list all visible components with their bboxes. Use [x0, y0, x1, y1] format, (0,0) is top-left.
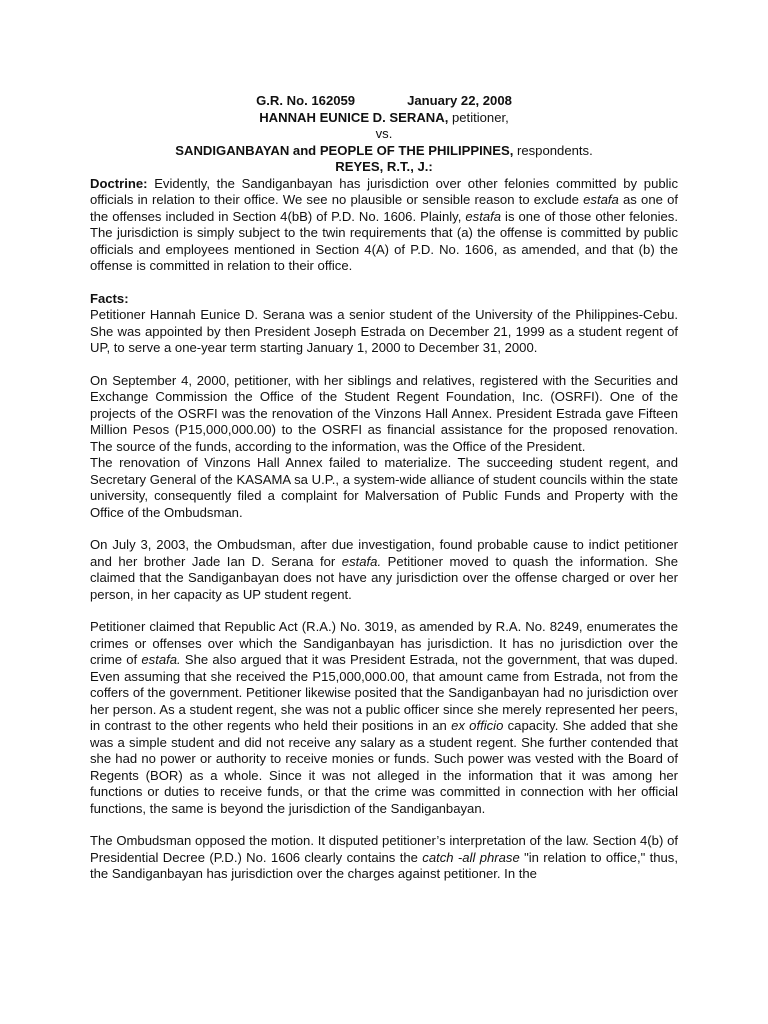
- doctrine-text-1: Evidently, the Sandiganbayan has jurisdiction over other felonies committed by public officials in relation to their office. We see no plausible or sensible reason to exclude: [90, 175, 678, 207]
- respondents-line: [90, 143, 678, 160]
- p5-estafa: estafa.: [141, 652, 181, 667]
- petitioner-role: petitioner,: [448, 109, 509, 125]
- p6-text-1: The Ombudsman opposed the motion. It disputed petitioner’s interpretation of the law. Section 4(b) of Presidential Decree (P.D.) No. 1606 clearly contains the: [90, 833, 678, 865]
- petitioner-line: [90, 110, 678, 127]
- case-header: [90, 93, 678, 176]
- facts-paragraph-5: [90, 619, 678, 817]
- p4-estafa: estafa.: [341, 553, 382, 569]
- facts-paragraph-4: [90, 537, 678, 603]
- case-number-line: [90, 93, 678, 110]
- doctrine-estafa-1: estafa: [583, 192, 619, 207]
- case-date: January 22, 2008: [407, 93, 512, 108]
- case-number: G.R. No. 162059: [256, 93, 356, 108]
- doctrine-text-3: is one of those other felonies. The jurisdiction is simply subject to the twin requirements that (a) the offense is committed by public officials and employees mentioned in Section 4(A) of P.D. No. 1606, as amended, and that (b) the offense is committed in relation to their office.: [90, 208, 678, 273]
- ponente-line: [90, 159, 678, 176]
- p4-text-2: Petitioner moved to quash the information. She claimed that the Sandiganbayan does not have any jurisdiction over the offense charged or over her person, in her capacity as UP student regent.: [90, 553, 678, 602]
- doctrine-text-2: as one of the offenses included in Section 4(bB) of P.D. No. 1606. Plainly,: [90, 192, 678, 224]
- doctrine-paragraph: [90, 176, 678, 275]
- p5-text-2: She also argued that it was President Estrada, not the government, that was duped. Even assuming that she received the P15,000,000.00, that amount came from Estrada, not from the coffers of the government. Petitioner likewise posited that the Sandiganbayan had no jurisdiction over her person. As a student regent, she was not a public officer since she merely represented her peers, in contrast to the other regents who held their positions in an: [90, 652, 678, 733]
- facts-paragraph-6: [90, 833, 678, 883]
- p5-text-3: capacity. She added that she was a simple student and did not receive any salary as a student regent. She further contended that she had no power or authority to receive monies or funds. Such power was vested with the Board of Regents (BOR) as a whole. Since it was not alleged in the information that it was among her functions or duties to receive funds, or that the crime was committed in connection with her official functions, the same is beyond the jurisdiction of the Sandiganbayan.: [90, 718, 678, 816]
- petitioner-name: HANNAH EUNICE D. SERANA,: [259, 109, 449, 125]
- facts-paragraph-2: On September 4, 2000, petitioner, with her siblings and relatives, registered with the Securities and Exchange Commission the Office of the Student Regent Foundation, Inc. (OSRFI). One of the projects of the OSRFI was the renovation of the Vinzons Hall Annex. President Estrada gave Fifteen Million Pesos (P15,000,000.00) to the OSRFI as financial assistance for the proposed renovation. The source of the funds, according to the information, was the Office of the President.: [90, 372, 678, 454]
- p5-text-1: Petitioner claimed that Republic Act (R.A.) No. 3019, as amended by R.A. No. 8249, enumerates the crimes or offenses over which the Sandiganbayan has jurisdiction. It has no jurisdiction over the crime of: [90, 619, 678, 667]
- facts-paragraph-1: Petitioner Hannah Eunice D. Serana was a senior student of the University of the Philippines-Cebu. She was appointed by then President Joseph Estrada on December 21, 1999 as a student regent of UP, to serve a one-year term starting January 1, 2000 to December 31, 2000.: [90, 307, 678, 355]
- respondents-role: respondents.: [513, 142, 593, 158]
- document-page: [90, 93, 678, 883]
- p6-catch-all-phrase: catch -all phrase: [422, 849, 520, 865]
- facts-label: Facts: [90, 290, 125, 306]
- respondents-name: SANDIGANBAYAN and PEOPLE OF THE PHILIPPINES,: [175, 142, 514, 158]
- ponente: REYES, R.T., J.:: [335, 159, 433, 174]
- facts-colon: :: [124, 290, 129, 306]
- p4-text-1: On July 3, 2003, the Ombudsman, after due investigation, found probable cause to indict petitioner and her brother Jade Ian D. Serana for: [90, 537, 678, 569]
- doctrine-estafa-2: estafa: [465, 208, 502, 224]
- versus: vs.: [375, 126, 393, 141]
- p6-text-2: "in relation to office," thus, the Sandiganbayan has jurisdiction over the charges against petitioner. In the: [90, 849, 678, 881]
- facts-paragraph-3: The renovation of Vinzons Hall Annex failed to materialize. The succeeding student regent, and Secretary General of the KASAMA sa U.P., a system-wide alliance of student councils within the state university, consequently filed a complaint for Malversation of Public Funds and Property with the Office of the Ombudsman.: [90, 455, 678, 520]
- doctrine-colon: :: [143, 175, 148, 191]
- p5-ex-officio: ex officio: [451, 718, 504, 733]
- facts-heading: [90, 291, 678, 308]
- doctrine-label: Doctrine: [90, 175, 144, 191]
